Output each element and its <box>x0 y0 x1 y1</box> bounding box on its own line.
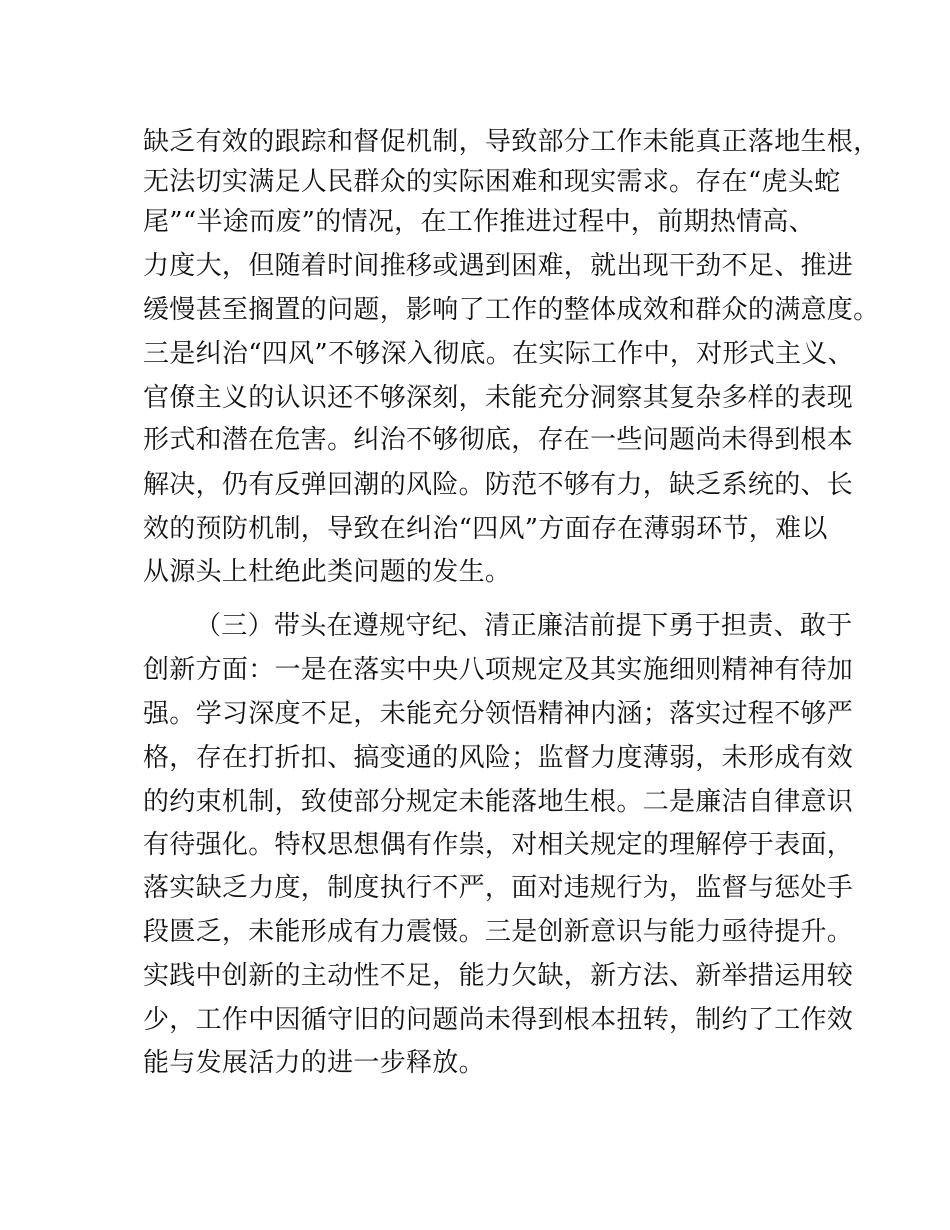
section-heading-line: （三）带头在遵规守纪、清正廉洁前提下勇于担责、敢于 <box>195 611 853 641</box>
text-line-19: 段匮乏，未能形成有力震慑。三是创新意识与能力亟待提升。 <box>143 917 854 947</box>
text-line-15: 格，存在打折扣、搞变通的风险；监督力度薄弱，未形成有效 <box>143 743 854 773</box>
text-line-22: 能与发展活力的进一步释放。 <box>143 1048 485 1078</box>
text-line-10: 效的预防机制，导致在纠治“四风”方面存在薄弱环节，难以 <box>143 514 828 544</box>
text-line-5: 缓慢甚至搁置的问题，影响了工作的整体成效和群众的满意度。 <box>143 295 880 325</box>
text-line-4: 力度大，但随着时间推移或遇到困难，就出现干劲不足、推进 <box>143 251 854 281</box>
text-line-13: 创新方面：一是在落实中央八项规定及其实施细则精神有待加 <box>143 655 854 685</box>
text-line-20: 实践中创新的主动性不足，能力欠缺，新方法、新举措运用较 <box>143 961 854 991</box>
text-line-14: 强。学习深度不足，未能充分领悟精神内涵；落实过程不够严 <box>143 699 854 729</box>
text-line-1: 缺乏有效的跟踪和督促机制，导致部分工作未能真正落地生根， <box>143 127 880 157</box>
text-line-7: 官僚主义的认识还不够深刻，未能充分洞察其复杂多样的表现 <box>143 383 854 413</box>
text-line-16: 的约束机制，致使部分规定未能落地生根。二是廉洁自律意识 <box>143 787 854 817</box>
text-line-8: 形式和潜在危害。纠治不够彻底，存在一些问题尚未得到根本 <box>143 425 854 455</box>
text-line-21: 少，工作中因循守旧的问题尚未得到根本扭转，制约了工作效 <box>143 1005 854 1035</box>
text-line-9: 解决，仍有反弹回潮的风险。防范不够有力，缺乏系统的、长 <box>143 470 854 500</box>
text-line-18: 落实缺乏力度，制度执行不严，面对违规行为，监督与惩处手 <box>143 873 854 903</box>
text-line-11: 从源头上杜绝此类问题的发生。 <box>143 557 512 587</box>
text-line-6: 三是纠治“四风”不够深入彻底。在实际工作中，对形式主义、 <box>143 339 854 369</box>
text-line-3: 尾”“半途而废”的情况，在工作推进过程中，前期热情高、 <box>143 207 815 237</box>
text-line-17: 有待强化。特权思想偶有作祟，对相关规定的理解停于表面， <box>143 830 854 860</box>
text-line-2: 无法切实满足人民群众的实际困难和现实需求。存在“虎头蛇 <box>143 167 841 197</box>
